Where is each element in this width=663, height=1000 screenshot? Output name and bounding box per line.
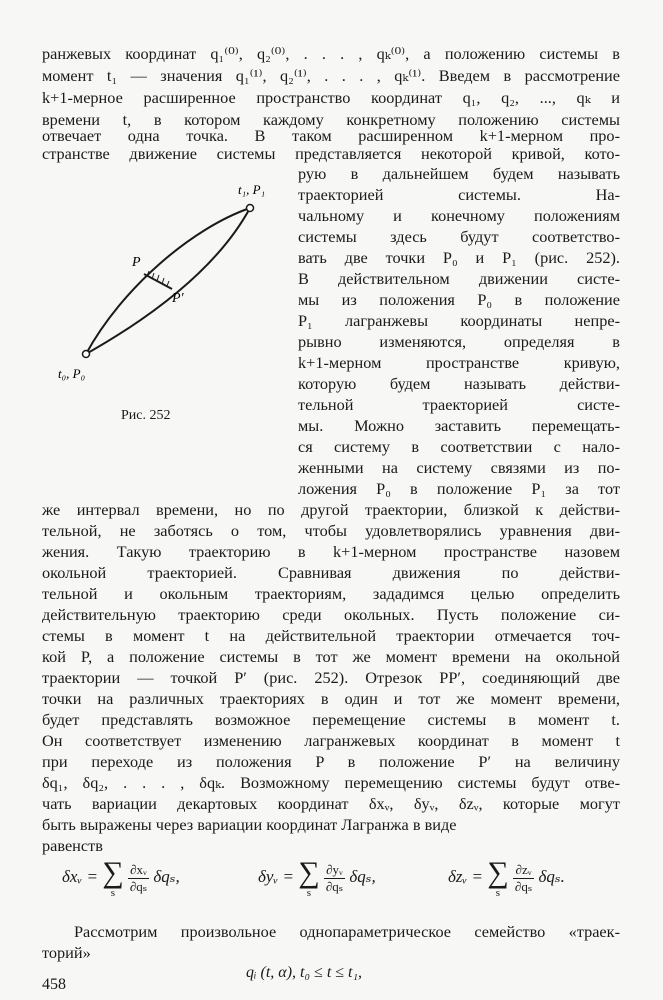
text-line: быть выражены через вариации координат Лагранжа в виде [42,815,457,834]
text-line: траекторией системы. На- [298,185,620,204]
text-line: k+1-мерное расширенное пространство координат q₁, q₂, ..., qₖ и [42,88,620,107]
figure-252 [52,178,272,388]
label-end: t₁, P₁ [238,182,266,197]
text-line: ся систему в соответствии с нало- [298,437,620,456]
text-line: чальному и конечному положениям [298,206,620,225]
figure-caption: Рис. 252 [121,408,171,423]
text-line: Рассмотрим произвольное однопараметрическое семейство «траек- [74,922,620,941]
text-line: тельной траекторией систе- [298,395,620,414]
page-number: 458 [42,976,66,993]
equation-dx: δxᵥ = ∑ s $\frac{\text{∂xᵥ}}{\text{∂qₛ}}$ δqₛ, [62,856,180,899]
text-line: стемы в момент t на действительной траектории отмечается точ- [42,626,620,645]
label-start: t₀, P₀ [58,366,86,381]
text-line: чать вариации декартовых координат δxᵥ, δyᵥ, δzᵥ, которые могут [42,794,620,813]
text-line: тельной, не заботясь о том, чтобы удовлетворялись уравнения дви- [42,521,620,540]
text-line: действительную траекторию среди окольных. Пусть положение си- [42,605,620,624]
text-line: при переходе из положения P в положение P′ на величину [42,752,620,771]
text-line: вать две точки P₀ и P₁ (рис. 252). [298,248,620,267]
virtual-displacement-segment [144,274,172,289]
label-p-prime: P′ [172,291,184,306]
text-line: мы. Можно заставить перемещать- [298,416,620,435]
family-formula: qᵢ (t, α), t₀ ≤ t ≤ t₁, [246,964,363,981]
text-line: момент t₁ — значения q₁⁽¹⁾, q₂⁽¹⁾, . . . , qₖ⁽¹⁾. Введем в рассмотрение [42,66,620,85]
text-line: δq₁, δq₂, . . . , δqₖ. Возможному перемещению системы будут отве- [42,773,620,792]
label-p: P [132,255,141,270]
text-line: системы здесь будут соответство- [298,227,620,246]
text-line: рую в дальнейшем будем называть [298,164,620,183]
text-line: ранжевых координат q₁⁽⁰⁾, q₂⁽⁰⁾, . . . , qₖ⁽⁰⁾, а положению системы в [42,44,620,63]
equation-dy: δyᵥ = ∑ s $\frac{\text{∂yᵥ}}{\text{∂qₛ}}$ δqₛ, [258,856,376,899]
text-line: торий» [42,943,91,962]
text-line: отвечает одна точка. В таком расширенном k+1-мерном про- [42,126,620,145]
text-line: мы из положения P₀ в положение [298,290,620,309]
text-line: Он соответствует изменению лагранжевых координат в момент t [42,731,620,750]
text-line: тельной и окольным траекториям, зададимся целью определить [42,584,620,603]
text-line: будет представлять возможное перемещение системы в момент t. [42,710,620,729]
text-line: k+1-мерном пространстве кривую, [298,353,620,372]
text-line: ложения P₀ в положение P₁ за тот [298,479,620,498]
text-line: рывно изменяются, определяя в [298,332,620,351]
text-line: В действительном движении систе- [298,269,620,288]
text-line: которую будем называть действи- [298,374,620,393]
actual-trajectory [86,208,250,354]
text-line: же интервал времени, но по другой траектории, близкой к действи- [42,500,620,519]
text-line: точки на различных траекториях в один и тот же момент времени, [42,689,620,708]
text-line: женными на систему связями из по- [298,458,620,477]
equation-dz: δzᵥ = ∑ s $\frac{\text{∂zᵥ}}{\text{∂qₛ}}$ δqₛ. [448,856,565,899]
text-line: окольной траекторией. Сравнивая движения по действи- [42,563,620,582]
text-line: времени t, в котором каждому конкретному положению системы [42,110,620,129]
text-line: P₁ лагранжевы координаты непре- [298,311,620,330]
text-line: траектории — точкой P′ (рис. 252). Отрезок PP′, соединяющий две [42,668,620,687]
text-line: жения. Такую траекторию в k+1-мерном пространстве назовем [42,542,620,561]
text-line: кой P, а положение системы в тот же момент времени на окольной [42,647,620,666]
start-point [83,351,90,358]
end-point [247,205,254,212]
text-line: странстве движение системы представляется некоторой кривой, кото- [42,144,620,163]
roundabout-trajectory [86,208,250,354]
text-line: равенств [42,836,103,855]
